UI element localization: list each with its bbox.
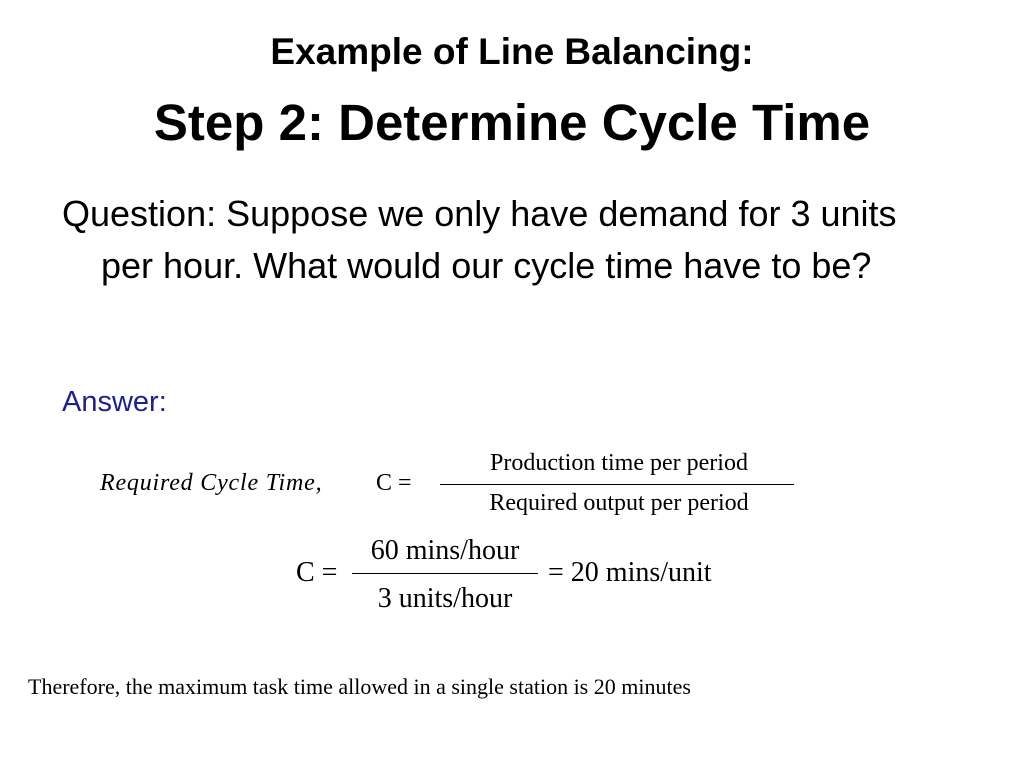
slide-subtitle: Step 2: Determine Cycle Time <box>153 94 871 151</box>
applied-lhs: C = <box>296 557 338 588</box>
formula-denominator: Required output per period <box>489 490 749 516</box>
applied-result: = 20 mins/unit <box>548 557 712 588</box>
conclusion-text: Therefore, the maximum task time allowed in a single station is 20 minutes <box>28 674 691 699</box>
question-text: Question: Suppose we only have demand for 3 units per hour. What would our cycle time have to be? <box>62 193 897 286</box>
answer-label: Answer: <box>62 386 167 418</box>
formula-label: Required Cycle Time, <box>100 470 323 496</box>
applied-numerator: 60 mins/hour <box>370 535 520 566</box>
fraction-bar <box>352 573 538 574</box>
fraction-bar <box>440 484 794 485</box>
formula-numerator: Production time per period <box>490 450 748 476</box>
slide-title: Example of Line Balancing: <box>270 31 754 72</box>
formula-lhs: C = <box>376 470 412 496</box>
applied-denominator: 3 units/hour <box>377 583 513 614</box>
